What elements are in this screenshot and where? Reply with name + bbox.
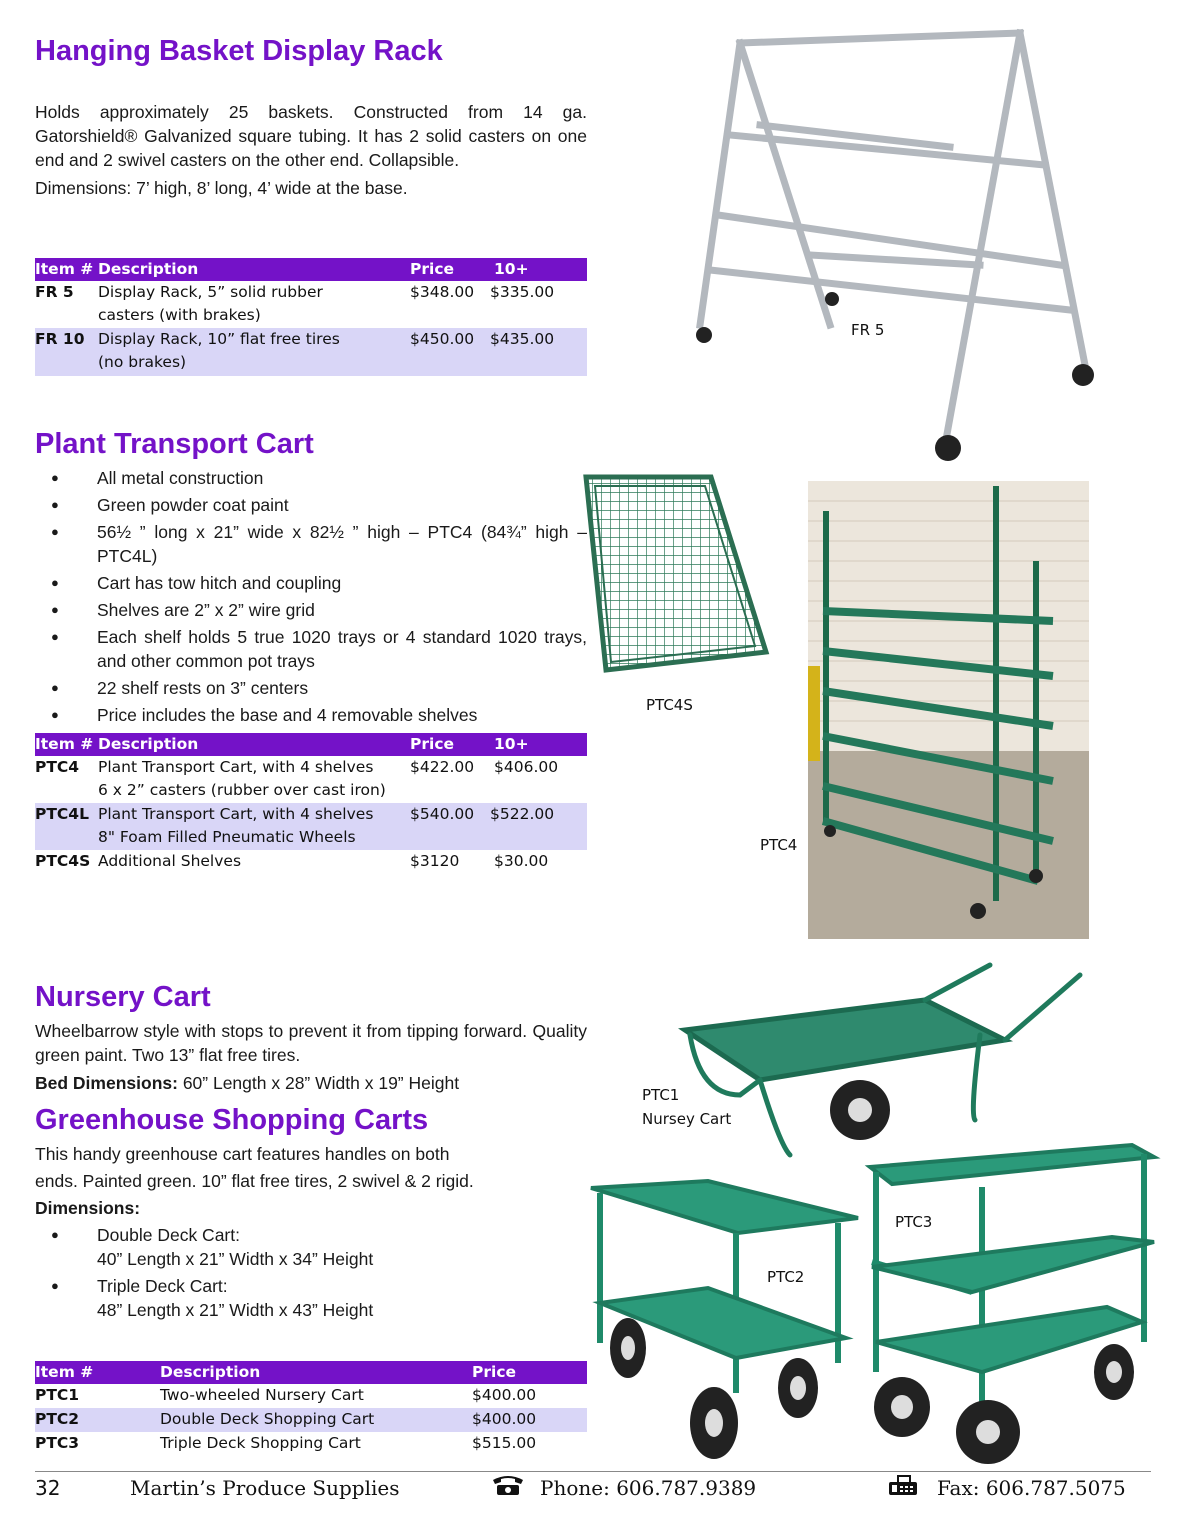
item-description: Two-wheeled Nursery Cart	[160, 1386, 364, 1404]
item-price: $400.00	[472, 1410, 537, 1428]
list-item: ● Each shelf holds 5 true 1020 trays or 4 standard 1020 trays, and other common pot trays	[35, 625, 587, 673]
list-item: ● Cart has tow hitch and coupling	[35, 571, 587, 595]
triple-deck-caption: PTC3	[895, 1213, 933, 1231]
item-description-2: 6 x 2” casters (rubber over cast iron)	[98, 781, 386, 799]
table-header	[35, 258, 587, 281]
item-price: $540.00	[410, 805, 475, 823]
col-price: Price	[472, 1363, 517, 1381]
item-description-2: (no brakes)	[98, 353, 187, 371]
item-description: Plant Transport Cart, with 4 shelves	[98, 758, 374, 776]
item-description: Plant Transport Cart, with 4 shelves	[98, 805, 374, 823]
nursery-title: Nursery Cart	[35, 981, 211, 1013]
bed-value: 60” Length x 28” Width x 19” Height	[177, 1073, 460, 1093]
dims-label: Dimensions:	[35, 1198, 141, 1218]
page-number: 32	[35, 1476, 61, 1500]
table-row	[35, 1432, 587, 1456]
cart-name: Triple Deck Cart:	[97, 1276, 228, 1296]
shopping-description-1: This handy greenhouse cart features handles on both	[35, 1144, 450, 1164]
list-item	[35, 1274, 587, 1322]
col-qty-price: 10+	[494, 735, 529, 753]
rack-title: Hanging Basket Display Rack	[35, 35, 443, 67]
col-description: Description	[160, 1363, 261, 1381]
item-number: FR 10	[35, 330, 85, 348]
rack-description: Holds approximately 25 baskets. Constructed from 14 ga. Gatorshield® Galvanized square tubing. It has 2 solid casters on one end and 2 swivel casters on the other end. Collapsible.	[35, 102, 587, 170]
shopping-dims-label	[35, 1196, 587, 1220]
item-price: $422.00	[410, 758, 475, 776]
col-qty-price: 10+	[494, 260, 529, 278]
table-row	[35, 1408, 587, 1432]
col-price: Price	[410, 735, 455, 753]
table-row	[35, 756, 587, 803]
list-item: ● Green powder coat paint	[35, 493, 587, 517]
table-row	[35, 1384, 587, 1408]
item-qty-price: $435.00	[490, 330, 555, 348]
cart-dims: 48” Length x 21” Width x 43” Height	[97, 1300, 374, 1320]
double-deck-caption: PTC2	[767, 1268, 805, 1286]
item-description: Additional Shelves	[98, 852, 242, 870]
item-number: PTC4L	[35, 805, 89, 823]
list-item: ● 56½ ” long x 21” wide x 82½ ” high – PTC4 (84¾” high – PTC4L)	[35, 520, 587, 568]
shopping-description-2: ends. Painted green. 10” flat free tires, 2 swivel & 2 rigid.	[35, 1171, 474, 1191]
item-number: PTC2	[35, 1410, 80, 1428]
item-number: PTC4	[35, 758, 80, 776]
carts-price-table	[35, 1361, 587, 1456]
col-price: Price	[410, 260, 455, 278]
list-item: ● All metal construction	[35, 466, 587, 490]
item-number: PTC4S	[35, 852, 91, 870]
list-item: ● 22 shelf rests on 3” centers	[35, 676, 587, 700]
double-deck-cart-image	[588, 1178, 863, 1463]
transport-title: Plant Transport Cart	[35, 428, 314, 460]
item-description: Triple Deck Shopping Cart	[160, 1434, 361, 1452]
item-number: PTC1	[35, 1386, 80, 1404]
shelf-image	[583, 474, 773, 674]
list-item: ● Shelves are 2” x 2” wire grid	[35, 598, 587, 622]
item-description: Double Deck Shopping Cart	[160, 1410, 375, 1428]
transport-cart-caption: PTC4	[760, 836, 798, 854]
table-header	[35, 1361, 587, 1384]
item-price: $3120	[410, 852, 460, 870]
shopping-title: Greenhouse Shopping Carts	[35, 1104, 429, 1136]
table-header	[35, 733, 587, 756]
cart-dims: 40” Length x 21” Width x 34” Height	[97, 1249, 374, 1269]
col-item: Item #	[35, 1363, 94, 1381]
nursery-description: Wheelbarrow style with stops to prevent it from tipping forward. Quality green paint. Two 13” flat free tires.	[35, 1021, 587, 1065]
transport-cart-image	[808, 481, 1089, 939]
display-rack-image	[690, 25, 1110, 470]
nursery-caption-name: Nursey Cart	[642, 1110, 732, 1128]
item-qty-price: $335.00	[490, 283, 555, 301]
item-description: Display Rack, 10” flat free tires	[98, 330, 340, 348]
rack-price-table	[35, 258, 587, 376]
company-name: Martin’s Produce Supplies	[130, 1476, 400, 1500]
item-description-2: 8" Foam Filled Pneumatic Wheels	[98, 828, 356, 846]
shopping-dimensions-list	[35, 1223, 587, 1322]
list-item: ● Price includes the base and 4 removable shelves	[35, 703, 587, 727]
fax-machine-icon	[889, 1474, 919, 1496]
nursery-bed-dimensions	[35, 1071, 587, 1095]
phone-number: Phone: 606.787.9389	[540, 1476, 757, 1500]
shelf-image-caption: PTC4S	[646, 696, 693, 714]
item-description: Display Rack, 5” solid rubber	[98, 283, 323, 301]
col-description: Description	[98, 260, 199, 278]
table-row	[35, 850, 587, 874]
item-number: FR 5	[35, 283, 74, 301]
item-qty-price: $30.00	[494, 852, 549, 870]
fax-number: Fax: 606.787.5075	[937, 1476, 1126, 1500]
item-price: $348.00	[410, 283, 475, 301]
item-price: $450.00	[410, 330, 475, 348]
table-row	[35, 281, 587, 328]
nursery-caption-id: PTC1	[642, 1086, 680, 1104]
table-row	[35, 803, 587, 850]
item-number: PTC3	[35, 1434, 80, 1452]
col-item: Item #	[35, 260, 94, 278]
footer-divider	[35, 1471, 1151, 1472]
transport-price-table	[35, 733, 587, 874]
transport-features	[35, 466, 587, 727]
bed-label: Bed Dimensions:	[35, 1073, 178, 1093]
nursery-cart-image	[680, 955, 1090, 1165]
cart-name: Double Deck Cart:	[97, 1225, 240, 1245]
item-description-2: casters (with brakes)	[98, 306, 261, 324]
col-item: Item #	[35, 735, 94, 753]
triple-deck-cart-image	[862, 1142, 1158, 1467]
item-price: $400.00	[472, 1386, 537, 1404]
item-qty-price: $406.00	[494, 758, 559, 776]
telephone-icon	[491, 1474, 525, 1496]
table-row	[35, 328, 587, 376]
rack-image-caption: FR 5	[851, 321, 885, 339]
item-price: $515.00	[472, 1434, 537, 1452]
col-description: Description	[98, 735, 199, 753]
item-qty-price: $522.00	[490, 805, 555, 823]
list-item	[35, 1223, 587, 1271]
rack-dimensions: Dimensions: 7’ high, 8’ long, 4’ wide at the base.	[35, 178, 408, 198]
